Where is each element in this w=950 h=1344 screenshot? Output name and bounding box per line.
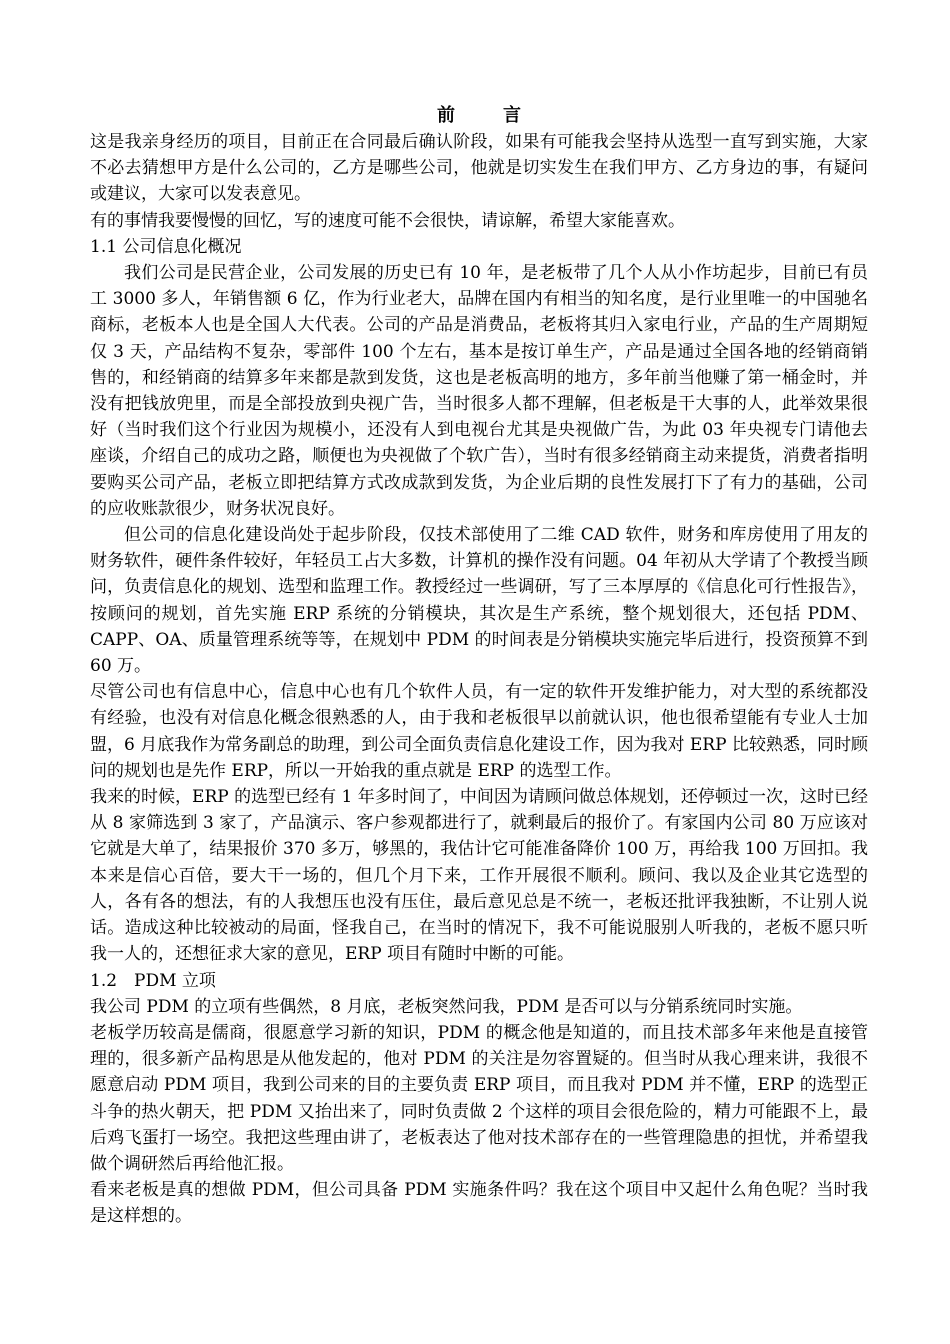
section-heading-1-2: 1.2 PDM 立项 <box>90 970 216 991</box>
section-heading-1-1: 1.1 公司信息化概况 <box>90 236 242 257</box>
intro-paragraph-2: 有的事情我要慢慢的回忆，写的速度可能不会很快，请谅解，希望大家能喜欢。 <box>90 210 685 231</box>
section1-paragraph-1: 我们公司是民营企业，公司发展的历史已有 10 年，是老板带了几个人从小作坊起步，目前已有员工 3000 多人，年销售额 6 亿，作为行业老大，品牌在国内有相当的知名度，是行业里唯一的中国驰名商标，老板本人也是全国人大代表。公司的产品是消费品，老板将其归入家电行业，产品的生产周期短仅 3 天，产品结构不复杂，零部件 100 个左右，基本是按订单生产，产品是通过全国各地的经销商销售的，和经销商的结算多年来都是款到发货，这也是老板高明的地方，多年前当他赚了第一桶金时，并没有把钱放兜里，而是全部投放到央视广告，当时很多人都不理解，但老板是干大事的人，此举效果很好（当时我们这个行业因为规模小，还没有人到电视台尤其是央视做广告，为此 03 年央视专门请他去座谈，介绍自己的成功之路，顺便也为央视做了个软广告），当时有很多经销商主动来提货，消费者指明要购买公司产品，老板立即把结算方式改成款到发货，为企业后期的良性发展打下了有力的基础，公司的应收账款很少，财务状况良好。 <box>90 263 868 519</box>
section2-paragraph-3: 看来老板是真的想做 PDM，但公司具备 PDM 实施条件吗？我在这个项目中又起什么角色呢？当时我是这样想的。 <box>90 1180 868 1227</box>
section2-paragraph-2: 老板学历较高是儒商，很愿意学习新的知识，PDM 的概念他是知道的，而且技术部多年来他是直接管理的，很多新产品构思是从他发起的，他对 PDM 的关注是勿容置疑的。但当时从我心理来讲，我很不愿意启动 PDM 项目，我到公司来的目的主要负责 ERP 项目，而且我对 PDM 并不懂，ERP 的选型正斗争的热火朝天，把 PDM 又抬出来了，同时负责做 2 个这样的项目会很危险的，精力可能跟不上，最后鸡飞蛋打一场空。我把这些理由讲了，老板表达了他对技术部存在的一些管理隐患的担忧，并希望我做个调研然后再给他汇报。 <box>90 1022 868 1174</box>
intro-paragraph-1: 这是我亲身经历的项目，目前正在合同最后确认阶段，如果有可能我会坚持从选型一直写到实施，大家不必去猜想甲方是什么公司的，乙方是哪些公司，他就是切实发生在我们甲方、乙方身边的事，有疑问或建议，大家可以发表意见。 <box>90 132 868 205</box>
section1-paragraph-4: 我来的时候，ERP 的选型已经有 1 年多时间了，中间因为请顾问做总体规划，还停顿过一次，这时已经从 8 家筛选到 3 家了，产品演示、客户参观都进行了，就剩最后的报价了。有家国内公司 80 万应该对它就是大单了，结果报价 370 多万，够黑的，我估计它可能准备降价 100 万，再给我 100 万回扣。我本来是信心百倍，要大干一场的，但几个月下来，工作开展很不顺利。顾问、我以及企业其它选型的人，各有各的想法，有的人我想压也没有压住，最后意见总是不统一，老板还批评我独断，不让别人说话。造成这种比较被动的局面，怪我自己，在当时的情况下，我不可能说服别人听我的，老板不愿只听我一人的，还想征求大家的意见，ERP 项目有随时中断的可能。 <box>90 787 868 965</box>
section2-paragraph-1: 我公司 PDM 的立项有些偶然，8 月底，老板突然问我，PDM 是否可以与分销系统同时实施。 <box>90 996 803 1017</box>
document-title: 前言 <box>437 105 569 126</box>
section1-paragraph-3: 尽管公司也有信息中心，信息中心也有几个软件人员，有一定的软件开发维护能力，对大型的系统都没有经验，也没有对信息化概念很熟悉的人，由于我和老板很早以前就认识，他也很希望能有专业人士加盟，6 月底我作为常务副总的助理，到公司全面负责信息化建设工作，因为我对 ERP 比较熟悉，同时顾问的规划也是先作 ERP，所以一开始我的重点就是 ERP 的选型工作。 <box>90 682 868 781</box>
section1-paragraph-2: 但公司的信息化建设尚处于起步阶段，仅技术部使用了二维 CAD 软件，财务和库房使用了用友的财务软件，硬件条件较好，年轻员工占大多数，计算机的操作没有问题。04 年初从大学请了个教授当顾问，负责信息化的规划、选型和监理工作。教授经过一些调研，写了三本厚厚的《信息化可行性报告》，按顾问的规划，首先实施 ERP 系统的分销模块，其次是生产系统，整个规划很大，还包括 PDM、CAPP、OA、质量管理系统等等，在规划中 PDM 的时间表是分销模块实施完毕后进行，投资预算不到 60 万。 <box>90 525 868 677</box>
